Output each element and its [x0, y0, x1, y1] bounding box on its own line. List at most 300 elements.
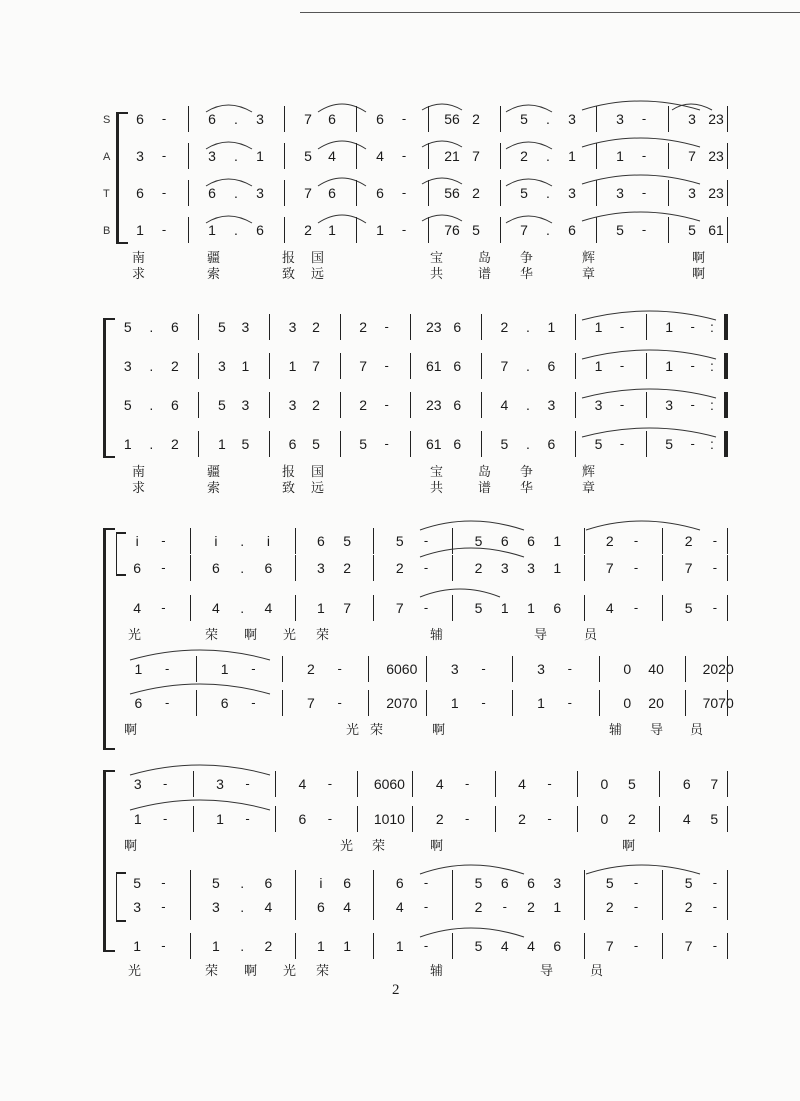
note: 3: [256, 111, 264, 127]
note: .: [149, 358, 154, 374]
dash-note: -: [401, 185, 407, 200]
bar-line: [512, 656, 513, 682]
lyric: 岛: [478, 251, 492, 266]
note: 5: [123, 397, 132, 413]
note: 3: [665, 397, 674, 413]
dash-note: -: [641, 148, 647, 163]
lyric: 疆: [207, 251, 221, 266]
lyric: 辅: [430, 628, 444, 643]
dash-note: -: [337, 695, 342, 710]
note: 2: [359, 319, 368, 335]
note: 23: [425, 319, 442, 335]
bar-line: [727, 870, 728, 896]
dash-note: -: [384, 436, 389, 451]
note: 2: [312, 397, 320, 413]
bar-line: [500, 106, 501, 132]
note: 1: [553, 560, 562, 576]
bar-line: [500, 180, 501, 206]
note: 1: [553, 533, 562, 549]
lyric: 报国: [282, 465, 341, 480]
note: 56: [444, 185, 460, 201]
dash-note: -: [567, 661, 572, 676]
note: 5: [241, 436, 250, 452]
note: 1: [133, 811, 142, 827]
note: 7: [605, 560, 614, 576]
note: 2: [170, 358, 179, 374]
note: 23: [708, 111, 724, 127]
note: 6060: [386, 661, 418, 677]
note: 3: [241, 397, 250, 413]
bar-line: [495, 806, 496, 832]
note: .: [240, 938, 245, 954]
dash-note: -: [164, 661, 170, 676]
dash-note: -: [690, 358, 695, 373]
bar-line: [727, 806, 728, 832]
note: 5: [474, 533, 483, 549]
bar-line: [662, 894, 663, 920]
notation-line: [128, 182, 728, 204]
note: 2: [684, 533, 693, 549]
note: 5: [628, 776, 636, 792]
lyric: 员: [590, 964, 604, 979]
bar-line: [584, 595, 585, 621]
lyric: 疆: [207, 465, 221, 480]
note: 6: [328, 185, 336, 201]
note: 1: [553, 899, 562, 915]
dash-note: -: [163, 776, 168, 791]
voice-label-b: B: [103, 225, 111, 237]
lyric: 啊: [244, 628, 258, 643]
dash-note: -: [251, 695, 256, 710]
note: 6: [527, 533, 535, 549]
note: 5: [218, 319, 226, 335]
dash-note: -: [712, 899, 718, 914]
note: 7: [605, 938, 614, 954]
note: 2070: [386, 695, 418, 711]
note: .: [234, 111, 238, 127]
lyric: 宝: [430, 465, 444, 480]
note: 5: [616, 222, 624, 238]
bar-line: [196, 690, 197, 716]
dash-note: -: [401, 148, 407, 163]
bar-line: [269, 314, 270, 340]
dash-note: -: [633, 899, 639, 914]
note: 5: [665, 436, 674, 452]
note: 0: [600, 811, 609, 827]
note: 2: [684, 899, 693, 915]
note: 3: [537, 661, 545, 677]
bar-line: [357, 771, 358, 797]
note: 6: [547, 358, 556, 374]
bar-line: [295, 933, 296, 959]
dash-note: -: [712, 938, 718, 953]
note: 1: [594, 358, 603, 374]
dash-note: -: [384, 319, 389, 334]
bar-line: [659, 771, 660, 797]
note: 4: [518, 776, 526, 792]
note: 61: [708, 222, 724, 238]
note: i: [319, 875, 323, 891]
note: 1: [256, 148, 264, 164]
note: 1: [568, 148, 576, 164]
note: .: [234, 222, 238, 238]
bar-line: [512, 690, 513, 716]
bar-line: [685, 656, 686, 682]
dash-note: -: [423, 875, 429, 890]
note: 1: [218, 436, 226, 452]
note: 6: [547, 436, 556, 452]
note: 1: [123, 436, 132, 452]
bar-line: [452, 555, 453, 581]
note: 2: [264, 938, 273, 954]
note: 5: [474, 938, 483, 954]
note: .: [525, 397, 530, 413]
bar-line: [295, 555, 296, 581]
note: 20: [648, 695, 664, 711]
note: 3: [212, 899, 220, 915]
note: 2: [395, 560, 404, 576]
bar-line: [295, 894, 296, 920]
note: 6: [453, 319, 462, 335]
note: .: [525, 358, 530, 374]
bar-line: [190, 894, 191, 920]
note: 1: [500, 600, 509, 616]
bar-line: [373, 870, 374, 896]
dash-note: -: [690, 436, 695, 451]
bar-line: [596, 106, 597, 132]
bar-line: [188, 217, 189, 243]
bar-line: [481, 314, 482, 340]
bar-line: [646, 353, 647, 379]
dash-note: -: [161, 111, 167, 126]
bar-line: [500, 143, 501, 169]
lyric: 啊: [244, 964, 258, 979]
note: 1010: [373, 811, 405, 827]
note: 5: [312, 436, 320, 452]
dash-note: -: [327, 811, 333, 826]
bar-line: [190, 933, 191, 959]
note: .: [149, 436, 154, 452]
bar-line: [727, 180, 728, 206]
note: 1: [317, 600, 325, 616]
bar-line: [727, 894, 728, 920]
note: 7: [304, 185, 312, 201]
note: 5: [520, 185, 528, 201]
dash-note: -: [401, 222, 407, 237]
note: 1: [241, 358, 250, 374]
lyric: 章: [582, 267, 596, 282]
lyric: 荣: [205, 964, 219, 979]
bar-line: [284, 217, 285, 243]
bar-line: [198, 431, 199, 457]
bar-line: [410, 314, 411, 340]
bar-line: [727, 392, 728, 418]
bar-line: [668, 180, 669, 206]
notation-line: [124, 896, 728, 918]
note: 1: [594, 319, 603, 335]
note: 6: [376, 111, 384, 127]
note: 3: [208, 148, 216, 164]
lyric: 啊: [622, 839, 636, 854]
lyric: 谱: [478, 481, 492, 496]
bar-line: [727, 106, 728, 132]
dash-note: -: [161, 560, 166, 575]
bar-line: [685, 690, 686, 716]
note: 6: [133, 560, 142, 576]
repeat-dots: :: [710, 436, 714, 452]
lyric: 光: [283, 628, 297, 643]
dash-note: -: [633, 875, 639, 890]
lyric: 光: [128, 628, 142, 643]
bar-line: [269, 353, 270, 379]
note: 6: [682, 776, 691, 792]
notation-line: [116, 316, 728, 338]
note: 3: [216, 776, 224, 792]
bar-line: [357, 806, 358, 832]
note: 5: [123, 319, 132, 335]
note: 4: [264, 600, 273, 616]
dash-note: -: [690, 397, 695, 412]
note: 6060: [373, 776, 405, 792]
voice-label-a: A: [103, 151, 111, 163]
note: 6: [212, 560, 220, 576]
voice-label-t: T: [103, 188, 110, 200]
notation-line: [128, 145, 728, 167]
lyric: 啊: [124, 723, 138, 738]
note: 23: [708, 185, 724, 201]
note: 4: [298, 776, 307, 792]
lyric: 致远: [282, 481, 341, 496]
dash-note: -: [547, 776, 552, 791]
dash-note: -: [465, 776, 470, 791]
note: 6: [317, 899, 325, 915]
note: 6: [553, 600, 562, 616]
note: 3: [218, 358, 226, 374]
bar-line: [426, 656, 427, 682]
lyric: 啊: [432, 723, 446, 738]
bar-line: [356, 143, 357, 169]
note: 7: [395, 600, 404, 616]
note: 2: [472, 185, 480, 201]
notation-line: [124, 935, 728, 957]
repeat-dots: :: [710, 319, 714, 335]
bar-line: [410, 353, 411, 379]
dash-note: -: [423, 938, 429, 953]
bar-line: [599, 656, 600, 682]
lyric: 光: [346, 723, 360, 738]
bar-line: [452, 870, 453, 896]
note: 7: [472, 148, 480, 164]
slur: [586, 521, 700, 530]
note: 3: [568, 111, 576, 127]
note: 3: [133, 899, 142, 915]
dash-note: -: [712, 600, 718, 615]
bar-line: [596, 217, 597, 243]
note: 4: [376, 148, 384, 164]
bar-line: [275, 806, 276, 832]
dash-note: -: [245, 811, 250, 826]
lyric: 荣: [372, 839, 386, 854]
bar-line: [452, 528, 453, 554]
dash-note: -: [465, 811, 470, 826]
note: 23: [708, 148, 724, 164]
dash-note: -: [384, 397, 389, 412]
dash-note: -: [619, 319, 625, 334]
note: 4: [527, 938, 535, 954]
bar-line: [188, 143, 189, 169]
dash-note: -: [641, 185, 647, 200]
note: 1: [343, 938, 352, 954]
note: 2: [520, 148, 528, 164]
bar-line: [356, 180, 357, 206]
bar-line: [662, 595, 663, 621]
note: 5: [684, 875, 693, 891]
lyric: 光: [128, 964, 142, 979]
bar-line: [193, 771, 194, 797]
lyric: 啊: [124, 839, 138, 854]
note: 6: [395, 875, 404, 891]
note: 7: [343, 600, 352, 616]
lyric: 导: [650, 723, 664, 738]
note: 1: [216, 811, 224, 827]
bar-line: [584, 894, 585, 920]
note: .: [240, 875, 245, 891]
lyric: 荣: [316, 964, 330, 979]
note: 7: [684, 938, 693, 954]
bar-line: [727, 431, 728, 457]
note: 1: [136, 222, 144, 238]
bar-line: [410, 431, 411, 457]
bar-line: [500, 217, 501, 243]
bar-line: [368, 656, 369, 682]
dash-note: -: [423, 899, 429, 914]
bar-line: [727, 656, 728, 682]
lyric: 共: [430, 481, 444, 496]
note: 6: [134, 695, 143, 711]
dash-note: -: [161, 938, 166, 953]
note: 1: [665, 319, 674, 335]
note: 2: [343, 560, 352, 576]
notation-line: [124, 530, 728, 552]
note: .: [240, 533, 245, 549]
bar-line: [190, 870, 191, 896]
note: 1: [288, 358, 297, 374]
bar-line: [727, 595, 728, 621]
bar-line: [575, 392, 576, 418]
dash-note: -: [161, 222, 167, 237]
note: 1: [450, 695, 459, 711]
dash-note: -: [633, 533, 639, 548]
note: 5: [605, 875, 614, 891]
note: 6: [328, 111, 336, 127]
dash-note: -: [641, 111, 647, 126]
note: 6: [288, 436, 297, 452]
dash-note: -: [161, 875, 166, 890]
lyric: 员: [690, 723, 704, 738]
note: 3: [241, 319, 250, 335]
note: .: [240, 899, 245, 915]
notation-line: [124, 597, 728, 619]
dash-note: -: [712, 533, 718, 548]
note: 23: [425, 397, 442, 413]
bar-line: [659, 806, 660, 832]
lyric: 辉: [582, 465, 596, 480]
notation-line: [124, 557, 728, 579]
note: 7: [684, 560, 693, 576]
system-1-brace: [116, 112, 128, 244]
note: 6: [256, 222, 264, 238]
note: 1: [134, 661, 143, 677]
page-number: 2: [392, 982, 400, 998]
lyric: 员: [584, 628, 598, 643]
bar-line: [188, 180, 189, 206]
lyric: 荣: [370, 723, 384, 738]
bar-line: [282, 656, 283, 682]
note: .: [525, 319, 530, 335]
note: 2: [307, 661, 315, 677]
bar-line: [368, 690, 369, 716]
bar-line: [275, 771, 276, 797]
system-3-brace: [103, 528, 115, 750]
dash-note: -: [384, 358, 389, 373]
note: .: [240, 600, 245, 616]
notation-line: [124, 658, 734, 680]
lyric: 南: [132, 465, 146, 480]
bar-line: [295, 595, 296, 621]
note: .: [525, 436, 530, 452]
note: 7: [500, 358, 509, 374]
bar-line: [596, 180, 597, 206]
bar-line: [481, 431, 482, 457]
note: 2: [472, 111, 480, 127]
note: 3: [594, 397, 603, 413]
repeat-dots: :: [710, 397, 714, 413]
note: .: [546, 148, 550, 164]
note: 3: [317, 560, 325, 576]
notation-line: [128, 219, 728, 241]
bar-line: [412, 771, 413, 797]
note: 5: [520, 111, 528, 127]
note: 6: [208, 185, 216, 201]
dash-note: -: [547, 811, 552, 826]
note: 5: [474, 600, 483, 616]
bar-line: [340, 431, 341, 457]
note: 2: [304, 222, 312, 238]
bar-line: [340, 314, 341, 340]
dash-note: -: [619, 358, 625, 373]
bar-line: [269, 392, 270, 418]
note: 0: [623, 661, 632, 677]
bar-line: [373, 894, 374, 920]
system-2-brace: [103, 318, 115, 458]
note: 5: [500, 436, 509, 452]
note: 6: [136, 111, 144, 127]
notation-line: [116, 355, 728, 377]
bar-line: [727, 771, 728, 797]
bar-line: [584, 555, 585, 581]
bar-line: [193, 806, 194, 832]
note: 6: [453, 397, 462, 413]
bar-line: [481, 392, 482, 418]
bar-line: [727, 353, 728, 379]
bar-line: [575, 314, 576, 340]
note: 6: [568, 222, 576, 238]
note: 2020: [702, 661, 734, 677]
notation-line: [128, 108, 728, 130]
note: 1: [395, 938, 404, 954]
lyric: 谱: [478, 267, 492, 282]
bar-line: [373, 528, 374, 554]
